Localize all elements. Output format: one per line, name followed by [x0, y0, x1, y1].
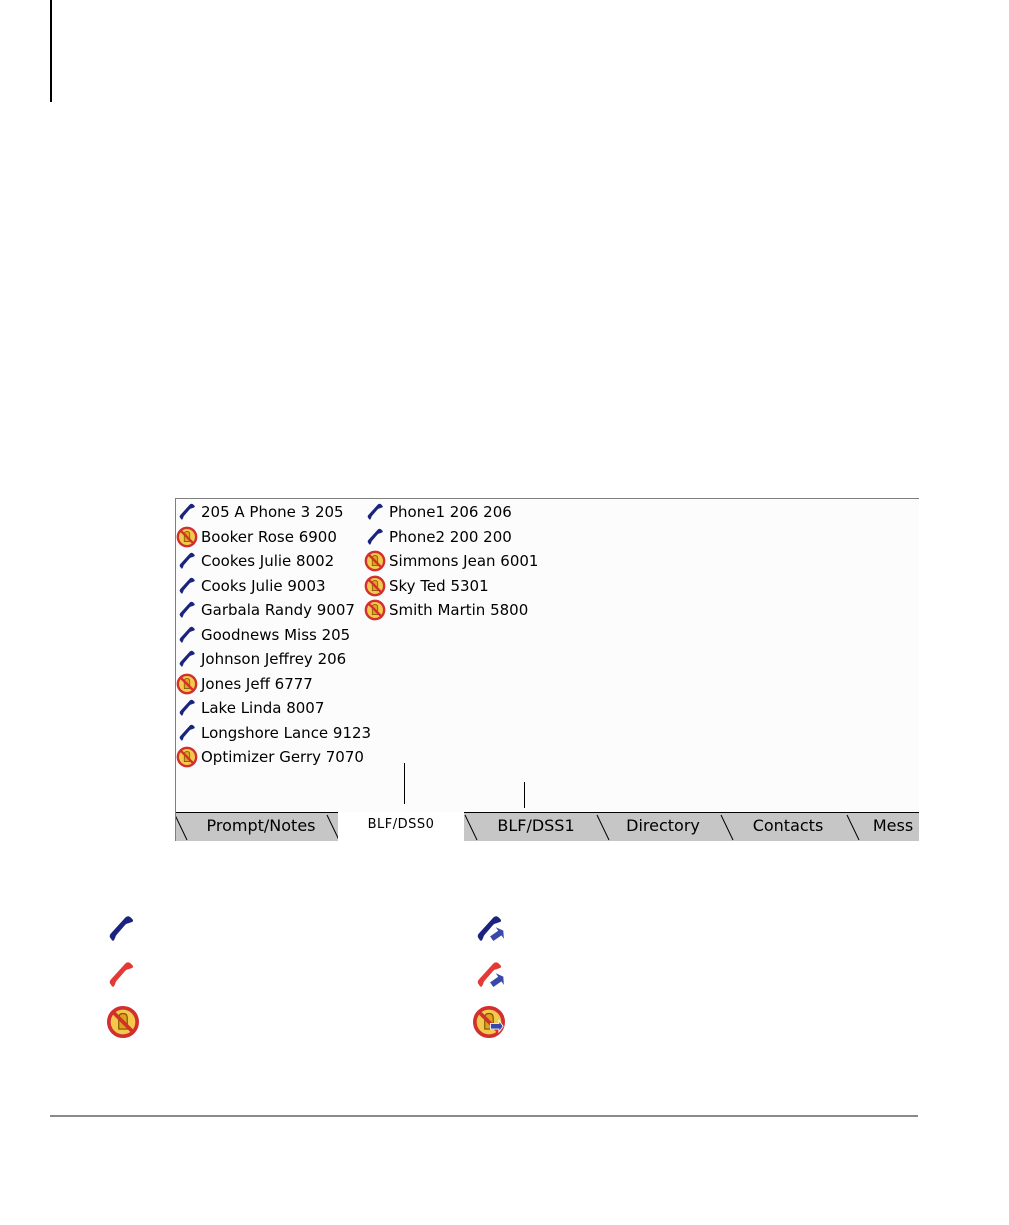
- tab-blf-dss0[interactable]: BLF/DSS0: [338, 812, 464, 841]
- station-label: Simmons Jean 6001: [389, 552, 539, 570]
- station-entry[interactable]: [176, 648, 346, 670]
- phone-idle-icon: [364, 526, 386, 548]
- phone-idle-icon: [176, 697, 198, 719]
- station-label: 205 A Phone 3 205: [201, 503, 344, 521]
- tab-contacts[interactable]: Contacts: [752, 816, 824, 835]
- station-label: Garbala Randy 9007: [201, 601, 355, 619]
- phone-idle-icon: [176, 722, 198, 744]
- tab-mess[interactable]: Mess: [872, 816, 914, 835]
- station-entry[interactable]: [176, 575, 326, 597]
- station-label: Optimizer Gerry 7070: [201, 748, 364, 766]
- blf-dss-panel: [175, 498, 919, 841]
- phone-idle-forwarded-icon: [472, 912, 506, 946]
- phone-idle-icon: [176, 575, 198, 597]
- station-label: Johnson Jeffrey 206: [201, 650, 347, 668]
- do-not-disturb-icon: [106, 1005, 140, 1039]
- station-entry[interactable]: [176, 501, 344, 523]
- station-entry[interactable]: [176, 673, 313, 695]
- station-label: Sky Ted 5301: [389, 576, 489, 595]
- station-label: Phone1 206 206: [389, 503, 512, 521]
- phone-busy-icon: [104, 958, 138, 992]
- tab-bar: [176, 812, 919, 841]
- station-entry[interactable]: [176, 526, 337, 548]
- do-not-disturb-icon: [176, 673, 198, 695]
- bottom-margin-rule: [50, 1115, 918, 1117]
- station-label: Booker Rose 6900: [201, 527, 337, 546]
- station-label: Phone2 200 200: [389, 527, 512, 546]
- phone-idle-icon: [364, 501, 386, 523]
- do-not-disturb-icon: [176, 746, 198, 768]
- station-label: Smith Martin 5800: [389, 601, 529, 619]
- phone-idle-icon: [176, 501, 198, 523]
- do-not-disturb-icon: [364, 575, 386, 597]
- phone-idle-icon: [176, 599, 198, 621]
- tab-blf-dss1[interactable]: BLF/DSS1: [497, 816, 575, 835]
- station-label: Jones Jeff 6777: [201, 674, 313, 693]
- station-entry[interactable]: [176, 722, 371, 744]
- station-entry[interactable]: [176, 599, 355, 621]
- station-entry[interactable]: [176, 746, 364, 768]
- do-not-disturb-icon: [176, 526, 198, 548]
- do-not-disturb-forwarded-icon: [472, 1005, 506, 1039]
- phone-idle-icon: [176, 550, 198, 572]
- tab-prompt-notes[interactable]: Prompt/Notes: [206, 816, 316, 835]
- tab-directory[interactable]: Directory: [626, 816, 700, 835]
- station-label: Cooks Julie 9003: [201, 576, 326, 595]
- station-entry[interactable]: [176, 624, 350, 646]
- phone-busy-forwarded-icon: [472, 958, 506, 992]
- phone-idle-icon: [176, 648, 198, 670]
- callout-line-left: [404, 763, 405, 804]
- station-list: [176, 499, 919, 799]
- station-entry[interactable]: [364, 575, 489, 597]
- station-entry[interactable]: [364, 526, 512, 548]
- callout-line-right: [524, 782, 525, 808]
- station-label: Cookes Julie 8002: [201, 552, 335, 570]
- station-entry[interactable]: [364, 501, 512, 523]
- station-label: Longshore Lance 9123: [201, 723, 372, 742]
- station-entry[interactable]: [364, 550, 538, 572]
- do-not-disturb-icon: [364, 599, 386, 621]
- top-margin-rule: [50, 0, 52, 102]
- station-label: Goodnews Miss 205: [201, 625, 351, 644]
- station-entry[interactable]: [364, 599, 528, 621]
- station-entry[interactable]: [176, 697, 324, 719]
- do-not-disturb-icon: [364, 550, 386, 572]
- phone-idle-icon: [104, 912, 138, 946]
- station-entry[interactable]: [176, 550, 334, 572]
- station-label: Lake Linda 8007: [201, 699, 325, 717]
- phone-idle-icon: [176, 624, 198, 646]
